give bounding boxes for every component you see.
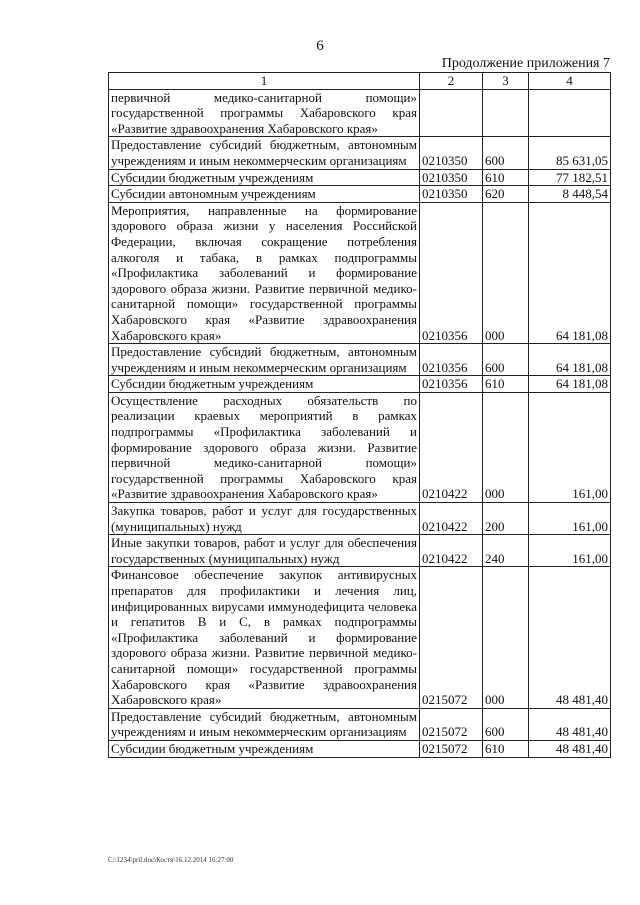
row-description: первичной медико-санитарной помощи» государственной программы Хабаровского края «Развитие здравоохранения Хабаровского края» xyxy=(109,89,420,137)
row-description: Субсидии бюджетным учреждениям xyxy=(109,376,420,393)
row-expense-type: 610 xyxy=(483,376,529,393)
row-amount: 48 481,40 xyxy=(529,567,611,708)
row-expense-type: 610 xyxy=(483,740,529,757)
header-col-1: 1 xyxy=(109,73,420,90)
row-target-code: 0210350 xyxy=(420,186,483,203)
table-row xyxy=(109,392,611,502)
row-target-code: 0210422 xyxy=(420,535,483,567)
row-amount: 85 631,05 xyxy=(529,137,611,169)
row-description: Предоставление субсидий бюджетным, автономным учреждениям и иным некоммерческим организациям xyxy=(109,137,420,169)
table-body xyxy=(109,89,611,757)
budget-table xyxy=(108,72,611,758)
header-col-2: 2 xyxy=(420,73,483,90)
row-amount: 77 182,51 xyxy=(529,169,611,186)
row-expense-type: 600 xyxy=(483,137,529,169)
row-expense-type: 000 xyxy=(483,392,529,502)
row-amount: 64 181,08 xyxy=(529,344,611,376)
row-target-code xyxy=(420,89,483,137)
row-target-code: 0210422 xyxy=(420,503,483,535)
table-row xyxy=(109,89,611,137)
row-expense-type: 600 xyxy=(483,708,529,740)
row-amount xyxy=(529,89,611,137)
row-expense-type: 610 xyxy=(483,169,529,186)
row-target-code: 0210356 xyxy=(420,202,483,343)
table-header xyxy=(109,73,611,90)
row-description: Иные закупки товаров, работ и услуг для обеспечения государственных (муниципальных) нужд xyxy=(109,535,420,567)
row-target-code: 0210422 xyxy=(420,392,483,502)
row-expense-type: 240 xyxy=(483,535,529,567)
row-amount: 64 181,08 xyxy=(529,376,611,393)
row-amount: 48 481,40 xyxy=(529,740,611,757)
table-row xyxy=(109,186,611,203)
row-expense-type: 620 xyxy=(483,186,529,203)
table-row xyxy=(109,202,611,343)
row-description: Субсидии бюджетным учреждениям xyxy=(109,169,420,186)
row-expense-type: 600 xyxy=(483,344,529,376)
table-row xyxy=(109,137,611,169)
row-amount: 161,00 xyxy=(529,535,611,567)
row-description: Закупка товаров, работ и услуг для государственных (муниципальных) нужд xyxy=(109,503,420,535)
row-description: Субсидии бюджетным учреждениям xyxy=(109,740,420,757)
page-number: 6 xyxy=(316,38,324,54)
row-description: Предоставление субсидий бюджетным, автономным учреждениям и иным некоммерческим организациям xyxy=(109,344,420,376)
row-target-code: 0215072 xyxy=(420,708,483,740)
header-row xyxy=(109,73,611,90)
row-description: Предоставление субсидий бюджетным, автономным учреждениям и иным некоммерческим организациям xyxy=(109,708,420,740)
row-target-code: 0210356 xyxy=(420,344,483,376)
row-target-code: 0210350 xyxy=(420,169,483,186)
row-description: Мероприятия, направленные на формирование здорового образа жизни у населения Российской Федерации, включая сокращение потребления алкоголя и табака, в рамках подпрограммы «Профилактика заболеваний и формирование здорового образа жизни. Развитие первичной медико-санитарной помощи» государственной программы Хабаровского края «Развитие здравоохранения Хабаровского края» xyxy=(109,202,420,343)
row-expense-type: 000 xyxy=(483,202,529,343)
row-description: Финансовое обеспечение закупок антивирусных препаратов для профилактики и лечения лиц, инфицированных вирусами иммунодефицита человека и гепатитов B и C, в рамках подпрограммы «Профилактика заболеваний и формирование здорового образа жизни. Развитие первичной медико-санитарной помощи» государственной программы Хабаровского края «Развитие здравоохранения Хабаровского края» xyxy=(109,567,420,708)
file-path-footer: C:\1234\pril.doc\Костя\16.12.2014 16:27:00 xyxy=(108,856,234,864)
table-row xyxy=(109,535,611,567)
row-expense-type: 200 xyxy=(483,503,529,535)
table-row xyxy=(109,708,611,740)
row-target-code: 0215072 xyxy=(420,740,483,757)
row-amount: 161,00 xyxy=(529,503,611,535)
table-row xyxy=(109,376,611,393)
row-amount: 8 448,54 xyxy=(529,186,611,203)
row-amount: 48 481,40 xyxy=(529,708,611,740)
row-description: Субсидии автономным учреждениям xyxy=(109,186,420,203)
table-row xyxy=(109,740,611,757)
row-target-code: 0215072 xyxy=(420,567,483,708)
row-expense-type xyxy=(483,89,529,137)
table-row xyxy=(109,567,611,708)
table-row xyxy=(109,503,611,535)
row-target-code: 0210356 xyxy=(420,376,483,393)
row-description: Осуществление расходных обязательств по реализации краевых мероприятий в рамках подпрограммы «Профилактика заболеваний и формирование здорового образа жизни. Развитие первичной медико-санитарной помощи» государственной программы Хабаровского края «Развитие здравоохранения Хабаровского края» xyxy=(109,392,420,502)
header-col-4: 4 xyxy=(529,73,611,90)
header-col-3: 3 xyxy=(483,73,529,90)
row-expense-type: 000 xyxy=(483,567,529,708)
appendix-continuation-label: Продолжение приложения 7 xyxy=(441,56,610,71)
row-amount: 161,00 xyxy=(529,392,611,502)
table-row xyxy=(109,169,611,186)
row-target-code: 0210350 xyxy=(420,137,483,169)
table-row xyxy=(109,344,611,376)
row-amount: 64 181,08 xyxy=(529,202,611,343)
